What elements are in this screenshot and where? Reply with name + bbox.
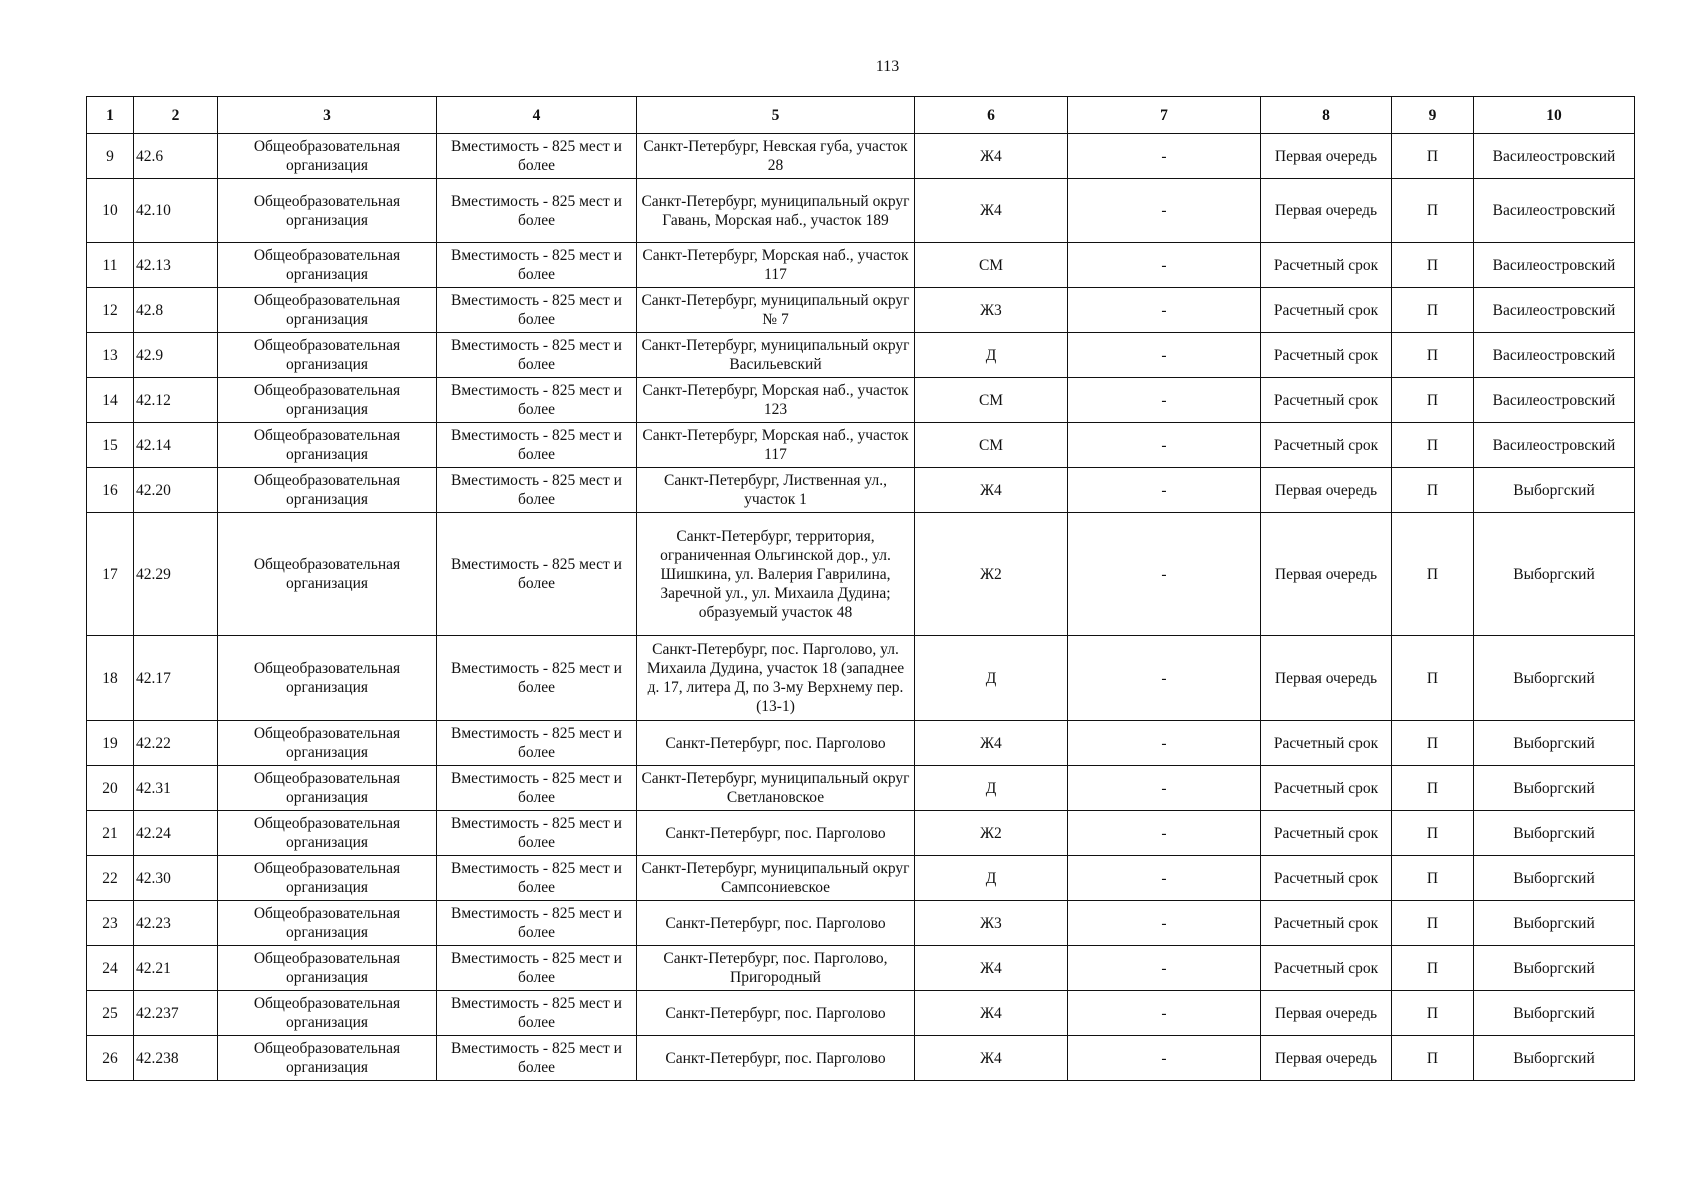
cell-zone: Д [915,766,1068,811]
cell-object-type: Общеобразовательная организация [218,991,437,1036]
cell-column-7: - [1068,288,1261,333]
cell-column-9: П [1392,721,1474,766]
cell-object-code: 42.29 [134,513,218,636]
cell-object-code: 42.13 [134,243,218,288]
cell-address: Санкт-Петербург, пос. Парголово [637,721,915,766]
cell-district: Выборгский [1474,513,1635,636]
cell-district: Василеостровский [1474,378,1635,423]
cell-column-9: П [1392,468,1474,513]
table-row [87,423,1635,468]
cell-term: Первая очередь [1261,134,1392,179]
column-header-6: 6 [915,97,1068,134]
cell-object-type: Общеобразовательная организация [218,901,437,946]
cell-district: Василеостровский [1474,333,1635,378]
cell-column-7: - [1068,378,1261,423]
cell-column-7: - [1068,946,1261,991]
cell-term: Расчетный срок [1261,811,1392,856]
cell-capacity: Вместимость - 825 мест и более [437,901,637,946]
cell-column-7: - [1068,513,1261,636]
cell-district: Василеостровский [1474,134,1635,179]
cell-capacity: Вместимость - 825 мест и более [437,179,637,243]
column-header-7: 7 [1068,97,1261,134]
cell-capacity: Вместимость - 825 мест и более [437,288,637,333]
cell-address: Санкт-Петербург, Морская наб., участок 123 [637,378,915,423]
cell-column-7: - [1068,901,1261,946]
table-row [87,766,1635,811]
cell-row-number: 14 [87,378,134,423]
cell-district: Выборгский [1474,1036,1635,1081]
cell-zone: Ж3 [915,901,1068,946]
cell-term: Первая очередь [1261,636,1392,721]
page-number: 113 [875,58,900,75]
cell-object-type: Общеобразовательная организация [218,1036,437,1081]
cell-row-number: 20 [87,766,134,811]
table-row [87,179,1635,243]
cell-object-type: Общеобразовательная организация [218,333,437,378]
cell-zone: СМ [915,243,1068,288]
cell-district: Выборгский [1474,811,1635,856]
column-header-5: 5 [637,97,915,134]
table-row [87,468,1635,513]
table-row [87,1036,1635,1081]
table-row [87,811,1635,856]
cell-object-code: 42.9 [134,333,218,378]
table-row [87,636,1635,721]
cell-address: Санкт-Петербург, пос. Парголово [637,811,915,856]
table-body [87,134,1635,1081]
cell-row-number: 18 [87,636,134,721]
cell-object-code: 42.10 [134,179,218,243]
cell-object-type: Общеобразовательная организация [218,856,437,901]
table-row [87,378,1635,423]
cell-term: Расчетный срок [1261,856,1392,901]
cell-address: Санкт-Петербург, муниципальный округ Васильевский [637,333,915,378]
cell-district: Выборгский [1474,991,1635,1036]
cell-capacity: Вместимость - 825 мест и более [437,766,637,811]
cell-object-code: 42.23 [134,901,218,946]
cell-address: Санкт-Петербург, муниципальный округ Гавань, Морская наб., участок 189 [637,179,915,243]
cell-term: Расчетный срок [1261,333,1392,378]
cell-column-7: - [1068,856,1261,901]
cell-district: Выборгский [1474,946,1635,991]
cell-address: Санкт-Петербург, пос. Парголово, ул. Михаила Дудина, участок 18 (западнее д. 17, литера Д, по 3-му Верхнему пер. (13-1) [637,636,915,721]
cell-object-code: 42.17 [134,636,218,721]
table-row [87,721,1635,766]
cell-zone: Ж4 [915,991,1068,1036]
cell-column-7: - [1068,991,1261,1036]
cell-term: Расчетный срок [1261,721,1392,766]
table-row [87,134,1635,179]
cell-object-code: 42.14 [134,423,218,468]
cell-column-9: П [1392,766,1474,811]
cell-object-type: Общеобразовательная организация [218,134,437,179]
cell-column-9: П [1392,288,1474,333]
cell-object-code: 42.20 [134,468,218,513]
cell-column-9: П [1392,901,1474,946]
cell-address: Санкт-Петербург, Невская губа, участок 28 [637,134,915,179]
cell-address: Санкт-Петербург, Морская наб., участок 117 [637,423,915,468]
cell-zone: Ж4 [915,946,1068,991]
cell-term: Расчетный срок [1261,901,1392,946]
cell-object-code: 42.238 [134,1036,218,1081]
cell-object-code: 42.30 [134,856,218,901]
cell-object-type: Общеобразовательная организация [218,811,437,856]
cell-term: Первая очередь [1261,991,1392,1036]
cell-zone: Ж4 [915,134,1068,179]
cell-capacity: Вместимость - 825 мест и более [437,636,637,721]
cell-column-7: - [1068,766,1261,811]
cell-address: Санкт-Петербург, пос. Парголово [637,1036,915,1081]
cell-column-9: П [1392,1036,1474,1081]
cell-capacity: Вместимость - 825 мест и более [437,243,637,288]
cell-zone: СМ [915,378,1068,423]
cell-object-type: Общеобразовательная организация [218,468,437,513]
cell-zone: СМ [915,423,1068,468]
cell-term: Первая очередь [1261,513,1392,636]
table-row [87,513,1635,636]
cell-term: Первая очередь [1261,179,1392,243]
cell-zone: Ж2 [915,811,1068,856]
cell-term: Первая очередь [1261,468,1392,513]
table-row [87,288,1635,333]
cell-term: Первая очередь [1261,1036,1392,1081]
column-header-9: 9 [1392,97,1474,134]
cell-object-type: Общеобразовательная организация [218,513,437,636]
column-header-10: 10 [1474,97,1635,134]
cell-district: Выборгский [1474,636,1635,721]
cell-column-9: П [1392,378,1474,423]
data-table [86,96,1635,1081]
cell-address: Санкт-Петербург, муниципальный округ Светлановское [637,766,915,811]
column-header-1: 1 [87,97,134,134]
column-header-8: 8 [1261,97,1392,134]
column-header-4: 4 [437,97,637,134]
cell-object-type: Общеобразовательная организация [218,423,437,468]
table-header-row [87,97,1635,134]
cell-column-9: П [1392,636,1474,721]
cell-row-number: 19 [87,721,134,766]
cell-row-number: 23 [87,901,134,946]
cell-row-number: 26 [87,1036,134,1081]
cell-column-7: - [1068,468,1261,513]
cell-capacity: Вместимость - 825 мест и более [437,134,637,179]
cell-district: Василеостровский [1474,243,1635,288]
table-row [87,856,1635,901]
cell-district: Выборгский [1474,721,1635,766]
cell-capacity: Вместимость - 825 мест и более [437,1036,637,1081]
cell-address: Санкт-Петербург, пос. Парголово, Пригородный [637,946,915,991]
cell-district: Выборгский [1474,856,1635,901]
cell-row-number: 12 [87,288,134,333]
cell-zone: Ж4 [915,179,1068,243]
cell-column-9: П [1392,811,1474,856]
cell-address: Санкт-Петербург, муниципальный округ Сампсониевское [637,856,915,901]
cell-zone: Ж4 [915,468,1068,513]
cell-column-7: - [1068,333,1261,378]
cell-row-number: 25 [87,991,134,1036]
cell-object-code: 42.21 [134,946,218,991]
cell-object-code: 42.237 [134,991,218,1036]
cell-object-code: 42.12 [134,378,218,423]
cell-row-number: 15 [87,423,134,468]
cell-column-7: - [1068,423,1261,468]
cell-object-code: 42.6 [134,134,218,179]
cell-column-9: П [1392,134,1474,179]
cell-zone: Д [915,856,1068,901]
cell-zone: Ж4 [915,1036,1068,1081]
cell-column-9: П [1392,333,1474,378]
cell-row-number: 9 [87,134,134,179]
cell-object-type: Общеобразовательная организация [218,721,437,766]
cell-term: Расчетный срок [1261,423,1392,468]
table-row [87,901,1635,946]
cell-district: Василеостровский [1474,423,1635,468]
cell-row-number: 13 [87,333,134,378]
cell-object-code: 42.31 [134,766,218,811]
cell-term: Расчетный срок [1261,378,1392,423]
cell-object-type: Общеобразовательная организация [218,378,437,423]
table-row [87,243,1635,288]
cell-address: Санкт-Петербург, пос. Парголово [637,901,915,946]
cell-column-9: П [1392,513,1474,636]
cell-column-9: П [1392,179,1474,243]
cell-row-number: 17 [87,513,134,636]
cell-district: Василеостровский [1474,179,1635,243]
cell-term: Расчетный срок [1261,766,1392,811]
cell-capacity: Вместимость - 825 мест и более [437,946,637,991]
cell-column-9: П [1392,243,1474,288]
cell-object-type: Общеобразовательная организация [218,636,437,721]
cell-capacity: Вместимость - 825 мест и более [437,856,637,901]
cell-column-7: - [1068,636,1261,721]
cell-column-9: П [1392,991,1474,1036]
cell-capacity: Вместимость - 825 мест и более [437,423,637,468]
cell-capacity: Вместимость - 825 мест и более [437,333,637,378]
cell-object-type: Общеобразовательная организация [218,288,437,333]
column-header-2: 2 [134,97,218,134]
cell-address: Санкт-Петербург, Морская наб., участок 117 [637,243,915,288]
column-header-3: 3 [218,97,437,134]
cell-address: Санкт-Петербург, муниципальный округ № 7 [637,288,915,333]
cell-district: Выборгский [1474,901,1635,946]
cell-zone: Ж4 [915,721,1068,766]
table-row [87,946,1635,991]
cell-column-9: П [1392,423,1474,468]
cell-term: Расчетный срок [1261,288,1392,333]
cell-capacity: Вместимость - 825 мест и более [437,721,637,766]
cell-column-7: - [1068,179,1261,243]
cell-column-7: - [1068,721,1261,766]
cell-capacity: Вместимость - 825 мест и более [437,513,637,636]
cell-row-number: 10 [87,179,134,243]
cell-zone: Ж2 [915,513,1068,636]
cell-zone: Д [915,636,1068,721]
cell-capacity: Вместимость - 825 мест и более [437,468,637,513]
cell-object-code: 42.24 [134,811,218,856]
cell-address: Санкт-Петербург, Лиственная ул., участок 1 [637,468,915,513]
table-row [87,991,1635,1036]
cell-district: Выборгский [1474,468,1635,513]
cell-column-7: - [1068,811,1261,856]
cell-zone: Д [915,333,1068,378]
cell-row-number: 21 [87,811,134,856]
cell-object-code: 42.8 [134,288,218,333]
cell-term: Расчетный срок [1261,243,1392,288]
cell-object-type: Общеобразовательная организация [218,946,437,991]
table-row [87,333,1635,378]
cell-address: Санкт-Петербург, территория, ограниченная Ольгинской дор., ул. Шишкина, ул. Валерия Гаврилина, Заречной ул., ул. Михаила Дудина; образуемый участок 48 [637,513,915,636]
cell-district: Выборгский [1474,766,1635,811]
cell-term: Расчетный срок [1261,946,1392,991]
cell-column-9: П [1392,946,1474,991]
cell-column-7: - [1068,243,1261,288]
cell-object-type: Общеобразовательная организация [218,243,437,288]
cell-row-number: 16 [87,468,134,513]
cell-capacity: Вместимость - 825 мест и более [437,991,637,1036]
cell-column-7: - [1068,1036,1261,1081]
cell-zone: Ж3 [915,288,1068,333]
cell-object-code: 42.22 [134,721,218,766]
cell-object-type: Общеобразовательная организация [218,179,437,243]
cell-capacity: Вместимость - 825 мест и более [437,378,637,423]
cell-row-number: 22 [87,856,134,901]
cell-column-7: - [1068,134,1261,179]
cell-district: Василеостровский [1474,288,1635,333]
cell-row-number: 11 [87,243,134,288]
cell-object-type: Общеобразовательная организация [218,766,437,811]
cell-row-number: 24 [87,946,134,991]
cell-address: Санкт-Петербург, пос. Парголово [637,991,915,1036]
cell-capacity: Вместимость - 825 мест и более [437,811,637,856]
cell-column-9: П [1392,856,1474,901]
